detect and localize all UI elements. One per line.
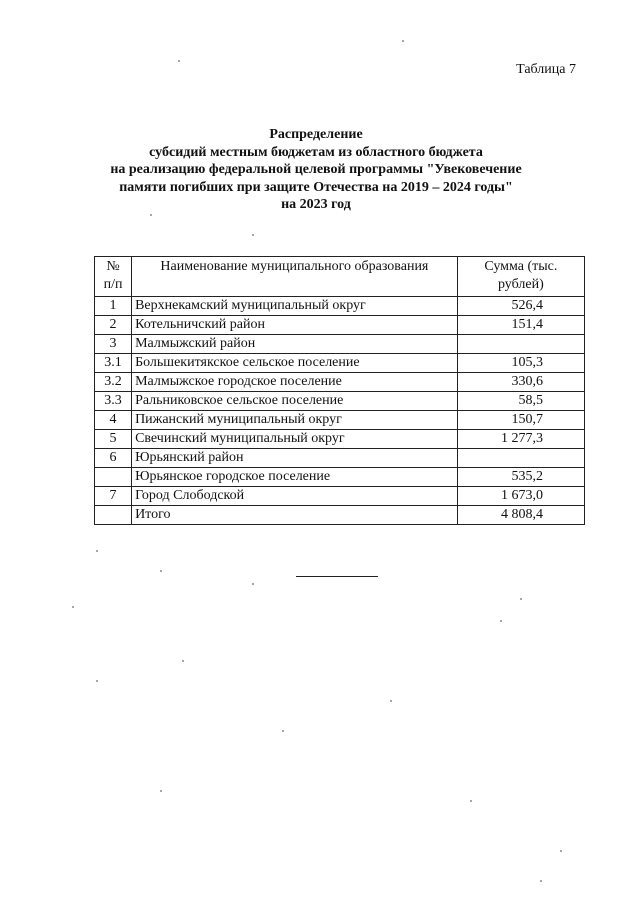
- scan-speck: [178, 60, 180, 62]
- row-name: Малмыжский район: [132, 335, 458, 354]
- row-sum: [457, 449, 584, 468]
- row-sum: [457, 506, 584, 525]
- row-number: [95, 468, 132, 487]
- header-number: [95, 257, 132, 297]
- table-row: [95, 487, 585, 506]
- subsidy-distribution-table: [94, 256, 585, 525]
- row-sum-value: 4 808,4: [501, 507, 543, 522]
- row-number: 7: [95, 487, 132, 506]
- scan-speck: [182, 660, 184, 662]
- table-row: [95, 430, 585, 449]
- row-name: Город Слободской: [132, 487, 458, 506]
- row-number: 2: [95, 316, 132, 335]
- row-name: Итого: [132, 506, 458, 525]
- row-sum-value: 330,6: [511, 374, 543, 389]
- table-row: [95, 316, 585, 335]
- row-sum-value: 526,4: [511, 298, 543, 313]
- row-sum-value: 1 673,0: [501, 488, 543, 503]
- table-row: [95, 354, 585, 373]
- row-sum: [457, 335, 584, 354]
- row-name: Юрьянское городское поселение: [132, 468, 458, 487]
- scan-speck: [470, 800, 472, 802]
- scan-speck: [500, 620, 502, 622]
- header-name: Наименование муниципального образования: [132, 257, 458, 297]
- table-header-row: [95, 257, 585, 297]
- scan-speck: [390, 700, 392, 702]
- row-name: Юрьянский район: [132, 449, 458, 468]
- document-title: [0, 126, 632, 214]
- row-number: [95, 506, 132, 525]
- title-line: субсидий местным бюджетам из областного бюджета: [149, 144, 483, 160]
- title-line: памяти погибших при защите Отечества на 2019 – 2024 годы": [119, 179, 513, 195]
- row-name: Малмыжское городское поселение: [132, 373, 458, 392]
- row-sum: [457, 297, 584, 316]
- row-sum: [457, 316, 584, 335]
- scan-speck: [560, 850, 562, 852]
- table-total-row: [95, 506, 585, 525]
- scan-speck: [160, 570, 162, 572]
- scan-speck: [402, 40, 404, 42]
- header-number-text: № п/п: [103, 259, 123, 292]
- row-sum: [457, 354, 584, 373]
- scan-speck: [252, 234, 254, 236]
- header-sum: [457, 257, 584, 297]
- table-row: [95, 392, 585, 411]
- table-row: [95, 297, 585, 316]
- title-line: на реализацию федеральной целевой программы "Увековечение: [110, 162, 522, 177]
- row-name: Ральниковское сельское поселение: [132, 392, 458, 411]
- row-number: 1: [95, 297, 132, 316]
- table-number-label: Таблица 7: [516, 62, 576, 77]
- row-sum: [457, 392, 584, 411]
- row-number: 3: [95, 335, 132, 354]
- row-sum-value: 1 277,3: [501, 431, 543, 446]
- row-name: Пижанский муниципальный округ: [132, 411, 458, 430]
- table-row: [95, 373, 585, 392]
- row-number: 4: [95, 411, 132, 430]
- row-sum-value: 105,3: [511, 355, 543, 370]
- row-name: Верхнекамский муниципальный округ: [132, 297, 458, 316]
- closing-rule: [296, 576, 378, 577]
- row-name: Котельничский район: [132, 316, 458, 335]
- scan-speck: [520, 598, 522, 600]
- table-body: [95, 297, 585, 525]
- scan-speck: [252, 583, 254, 585]
- row-number: 6: [95, 449, 132, 468]
- row-sum-value: 535,2: [511, 469, 543, 484]
- row-name: Большекитякское сельское поселение: [132, 354, 458, 373]
- row-sum: [457, 468, 584, 487]
- row-name: Свечинский муниципальный округ: [132, 430, 458, 449]
- row-sum: [457, 373, 584, 392]
- table-row: [95, 468, 585, 487]
- row-sum-value: 58,5: [518, 393, 543, 408]
- row-sum: [457, 411, 584, 430]
- row-sum-value: 151,4: [511, 317, 543, 332]
- scan-speck: [282, 730, 284, 732]
- scan-speck: [96, 680, 98, 682]
- scan-speck: [540, 880, 542, 882]
- scan-speck: [160, 790, 162, 792]
- table-row: [95, 411, 585, 430]
- row-sum-value: 150,7: [511, 412, 543, 427]
- row-number: 3.1: [95, 354, 132, 373]
- table-row: [95, 449, 585, 468]
- header-sum-text: Сумма (тыс. рублей): [484, 259, 558, 292]
- row-number: 3.2: [95, 373, 132, 392]
- row-sum: [457, 487, 584, 506]
- scan-speck: [96, 550, 98, 552]
- title-line: на 2023 год: [281, 197, 351, 212]
- scan-speck: [150, 214, 152, 216]
- title-line: Распределение: [269, 127, 363, 142]
- row-number: 3.3: [95, 392, 132, 411]
- row-number: 5: [95, 430, 132, 449]
- scan-speck: [72, 606, 74, 608]
- table-row: [95, 335, 585, 354]
- row-sum: [457, 430, 584, 449]
